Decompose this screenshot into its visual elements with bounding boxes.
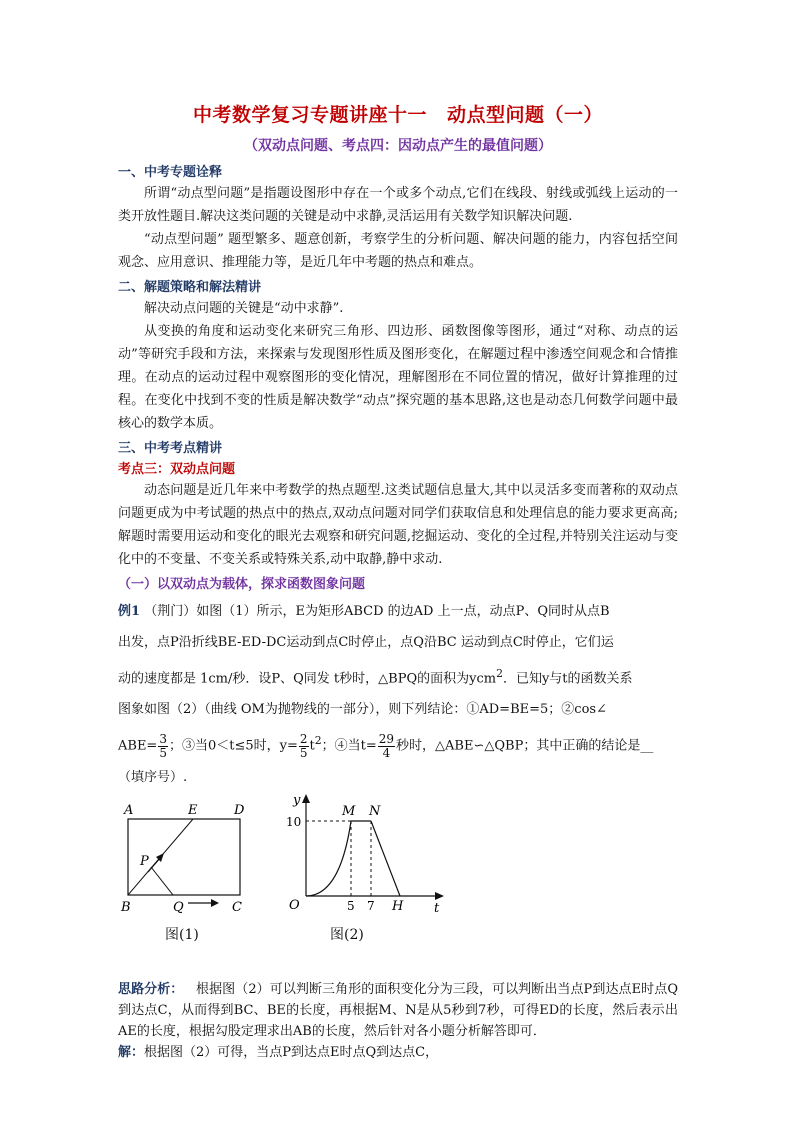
label-O: O	[289, 897, 300, 913]
fraction-3-5: $\frac{3}{5}$	[159, 731, 167, 760]
example-line-6: （填序号）.	[118, 769, 188, 785]
example-1	[118, 596, 678, 793]
label-7: 7	[367, 898, 375, 913]
fraction-2-5: $\frac{2}{5}$	[299, 731, 308, 760]
topic-3-heading: 考点三：双动点问题	[118, 462, 236, 477]
section-1-paragraph-1: 所谓“动点型问题”是指题设图形中存在一个或多个动点,它们在线段、射线或弧线上运动的一类开放性题目.解决这类问题的关键是动中求静,灵活运用有关数学知识解决问题.	[118, 186, 678, 224]
title-topic: 动点型问题（一）	[447, 104, 604, 126]
example-line-1: 例1 （荆门）如图（1）所示，E为矩形ABCD 的边AD 上一点，动点P、Q同时从点B	[118, 604, 610, 619]
analysis-paragraph: 思路分析： 根据图（2）可以判断三角形的面积变化分为三段，可以判断出当点P到达点E时点Q到达点C，从而得到BC、BE的长度，再根据M、N是从5秒到7秒，可得ED的长度，然后表示出AE的长度，根据勾股定理求出AB的长度，然后针对各小题分析解答即可．	[118, 981, 678, 1039]
figure-1-rectangle	[118, 799, 258, 919]
label-t-axis: t	[434, 900, 440, 916]
section-1-heading: 一、中考专题诠释	[118, 165, 223, 180]
label-D: D	[234, 802, 245, 818]
label-E: E	[188, 802, 198, 818]
example-label: 例1	[118, 604, 141, 619]
figure-2-graph	[278, 791, 453, 916]
example-line-2: 出发，点P沿折线BE-ED-DC运动到点C时停止，点Q沿BC 运动到点C时停止，它们运	[118, 635, 614, 650]
label-10: 10	[286, 814, 302, 829]
figure-2-caption: 图(2)	[330, 926, 364, 943]
analysis-label: 思路分析：	[118, 981, 184, 997]
section-2-paragraph-2: 从变换的角度和运动变化来研究三角形、四边形、函数图像等图形，通过“对称、动点的运动”等研究手段和方法，来探索与发现图形性质及图形变化，在解题过程中渗透空间观念和合情推理。在动点的运动过程中观察图形的变化情况，理解图形在不同位置的情况，做好计算推理的过程。在变化中找到不变的性质是解决数学“动点”探究题的基本思路,这也是动态几何数学问题中最核心的数学本质。	[118, 324, 678, 431]
solution-label: 解：	[118, 1044, 145, 1060]
label-P: P	[140, 853, 149, 869]
topic-3-paragraph: 动态问题是近几年来中考数学的热点题型.这类试题信息量大,其中以灵活多变而著称的双动点问题更成为中考试题的热点中的热点,双动点问题对同学们获取信息和处理信息的能力要求更高高;解题时需要用运动和变化的眼光去观察和研究问题,挖掘运动、变化的全过程,并特别关注运动与变化中的不变量、不变关系或特殊关系,动中取静,静中求动.	[118, 483, 678, 567]
fraction-29-4: $\frac{29}{4}$	[378, 731, 395, 760]
section-2-heading: 二、解题策略和解法精讲	[118, 280, 262, 295]
figure-1-caption: 图(1)	[165, 926, 199, 943]
page-subtitle: （双动点问题、考点四：因动点产生的最值问题）	[244, 138, 552, 154]
page-title	[118, 100, 678, 127]
figures	[118, 792, 678, 949]
example-line-3: 动的速度都是 1cm/秒．设P、Q同发 t秒时，△BPQ的面积为ycm$^2$．已知y与t的函数关系	[118, 667, 633, 687]
section-3-heading: 三、中考考点精讲	[118, 441, 223, 456]
solution-paragraph: 解：根据图（2）可得，当点P到达点E时点Q到达点C，	[118, 1044, 439, 1060]
label-y-axis: y	[293, 792, 301, 808]
subsection-heading: （一）以双动点为载体，探求函数图象问题	[118, 577, 366, 592]
document-page	[118, 100, 678, 1063]
section-1-paragraph-2: “动点型问题” 题型繁多、题意创新，考察学生的分析问题、解决问题的能力，内容包括空间观念、应用意识、推理能力等，是近几年中考题的热点和难点。	[118, 232, 678, 270]
label-A: A	[124, 802, 134, 818]
label-B: B	[121, 899, 131, 915]
example-line-5: ABE= $\frac{3}{5}$ ；③当0＜t≤5时，y= $\frac{2}{5}$ $t^2$；④当t= $\frac{29}{4}$ 秒时，△ABE∽△QBP；其中正确的结论是__	[118, 731, 654, 760]
label-M: M	[342, 803, 356, 819]
label-5: 5	[347, 898, 355, 913]
section-2-paragraph-1: 解决动点问题的关键是“动中求静”.	[144, 301, 344, 316]
title-main: 中考数学复习专题讲座十一	[192, 104, 427, 126]
example-line-4: 图象如图（2）（曲线 OM为抛物线的一部分），则下列结论：①AD=BE=5；②cos∠	[118, 702, 607, 718]
label-N: N	[369, 803, 381, 819]
label-C: C	[232, 899, 242, 915]
label-Q: Q	[173, 899, 184, 915]
label-H: H	[392, 898, 404, 914]
